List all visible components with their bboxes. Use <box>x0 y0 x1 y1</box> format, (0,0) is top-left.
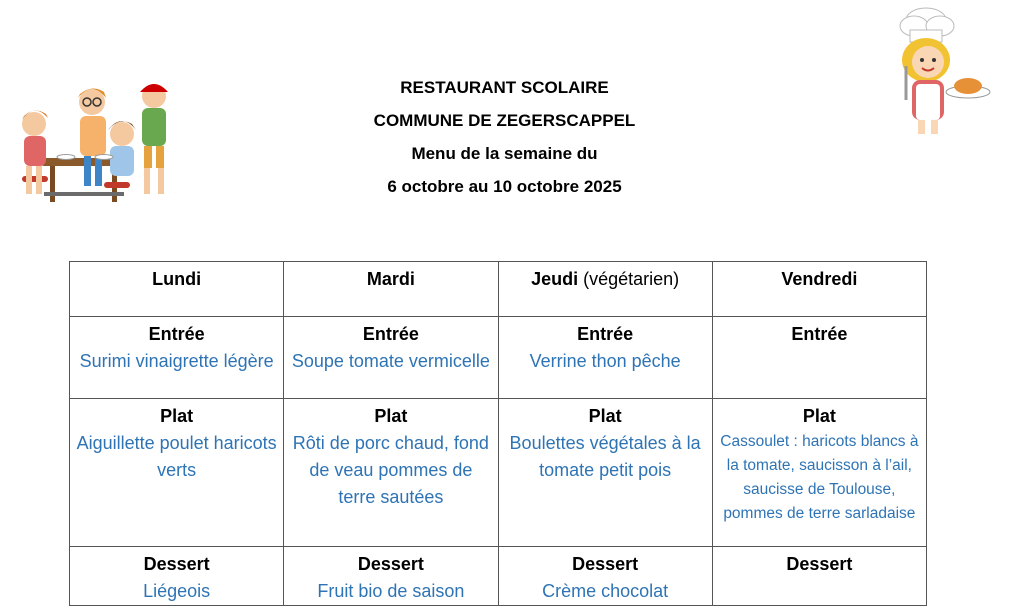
day-name: Mardi <box>366 269 415 289</box>
dish-text: Rôti de porc chaud, fond de veau pommes de terre sautées <box>292 433 489 507</box>
menu-cell <box>498 317 712 399</box>
dish-text: Cassoulet : haricots blancs à la tomate, saucisson à l’ail, saucisse de Toulouse, pommes de terre sarladaise <box>720 433 919 522</box>
day-name: Jeudi <box>531 269 579 289</box>
course-label: Dessert <box>143 554 210 574</box>
menu-cell <box>284 547 498 606</box>
day-cell <box>70 262 284 317</box>
title-week: Menu de la semaine du <box>411 144 598 163</box>
course-label: Plat <box>802 406 836 426</box>
day-name: Lundi <box>152 269 202 289</box>
menu-cell <box>498 399 712 547</box>
dish-text: Fruit bio de saison <box>317 581 465 601</box>
course-label: Dessert <box>786 554 853 574</box>
day-cell <box>498 262 712 317</box>
course-label: Entrée <box>148 324 205 344</box>
course-label: Dessert <box>572 554 639 574</box>
dessert-row <box>70 547 927 606</box>
course-label: Plat <box>160 406 194 426</box>
menu-cell <box>284 399 498 547</box>
title-restaurant: RESTAURANT SCOLAIRE <box>400 78 609 97</box>
menu-header <box>0 78 1009 210</box>
course-label: Plat <box>374 406 408 426</box>
dish-text: Surimi vinaigrette légère <box>79 351 274 371</box>
menu-cell <box>712 317 926 399</box>
entree-row <box>70 317 927 399</box>
day-cell <box>284 262 498 317</box>
menu-cell <box>284 317 498 399</box>
menu-cell <box>712 399 926 547</box>
menu-table <box>69 261 927 606</box>
course-label: Entrée <box>791 324 848 344</box>
course-label: Plat <box>588 406 622 426</box>
day-note: (végétarien) <box>583 269 680 289</box>
dish-text: Soupe tomate vermicelle <box>291 351 490 371</box>
days-row <box>70 262 927 317</box>
course-label: Dessert <box>357 554 424 574</box>
menu-cell <box>70 547 284 606</box>
dish-text: Liégeois <box>143 581 211 601</box>
day-name: Vendredi <box>781 269 858 289</box>
title-dates: 6 octobre au 10 octobre 2025 <box>387 177 622 196</box>
dish-text: Boulettes végétales à la tomate petit pois <box>509 433 701 480</box>
dish-text: Crème chocolat <box>542 581 669 601</box>
dish-text: Aiguillette poulet haricots verts <box>76 433 277 480</box>
course-label: Entrée <box>362 324 419 344</box>
title-commune: COMMUNE DE ZEGERSCAPPEL <box>373 111 636 130</box>
day-cell <box>712 262 926 317</box>
menu-cell <box>498 547 712 606</box>
plat-row <box>70 399 927 547</box>
dish-text: Verrine thon pêche <box>529 351 681 371</box>
menu-cell <box>712 547 926 606</box>
course-label: Entrée <box>577 324 634 344</box>
menu-cell <box>70 317 284 399</box>
menu-cell <box>70 399 284 547</box>
